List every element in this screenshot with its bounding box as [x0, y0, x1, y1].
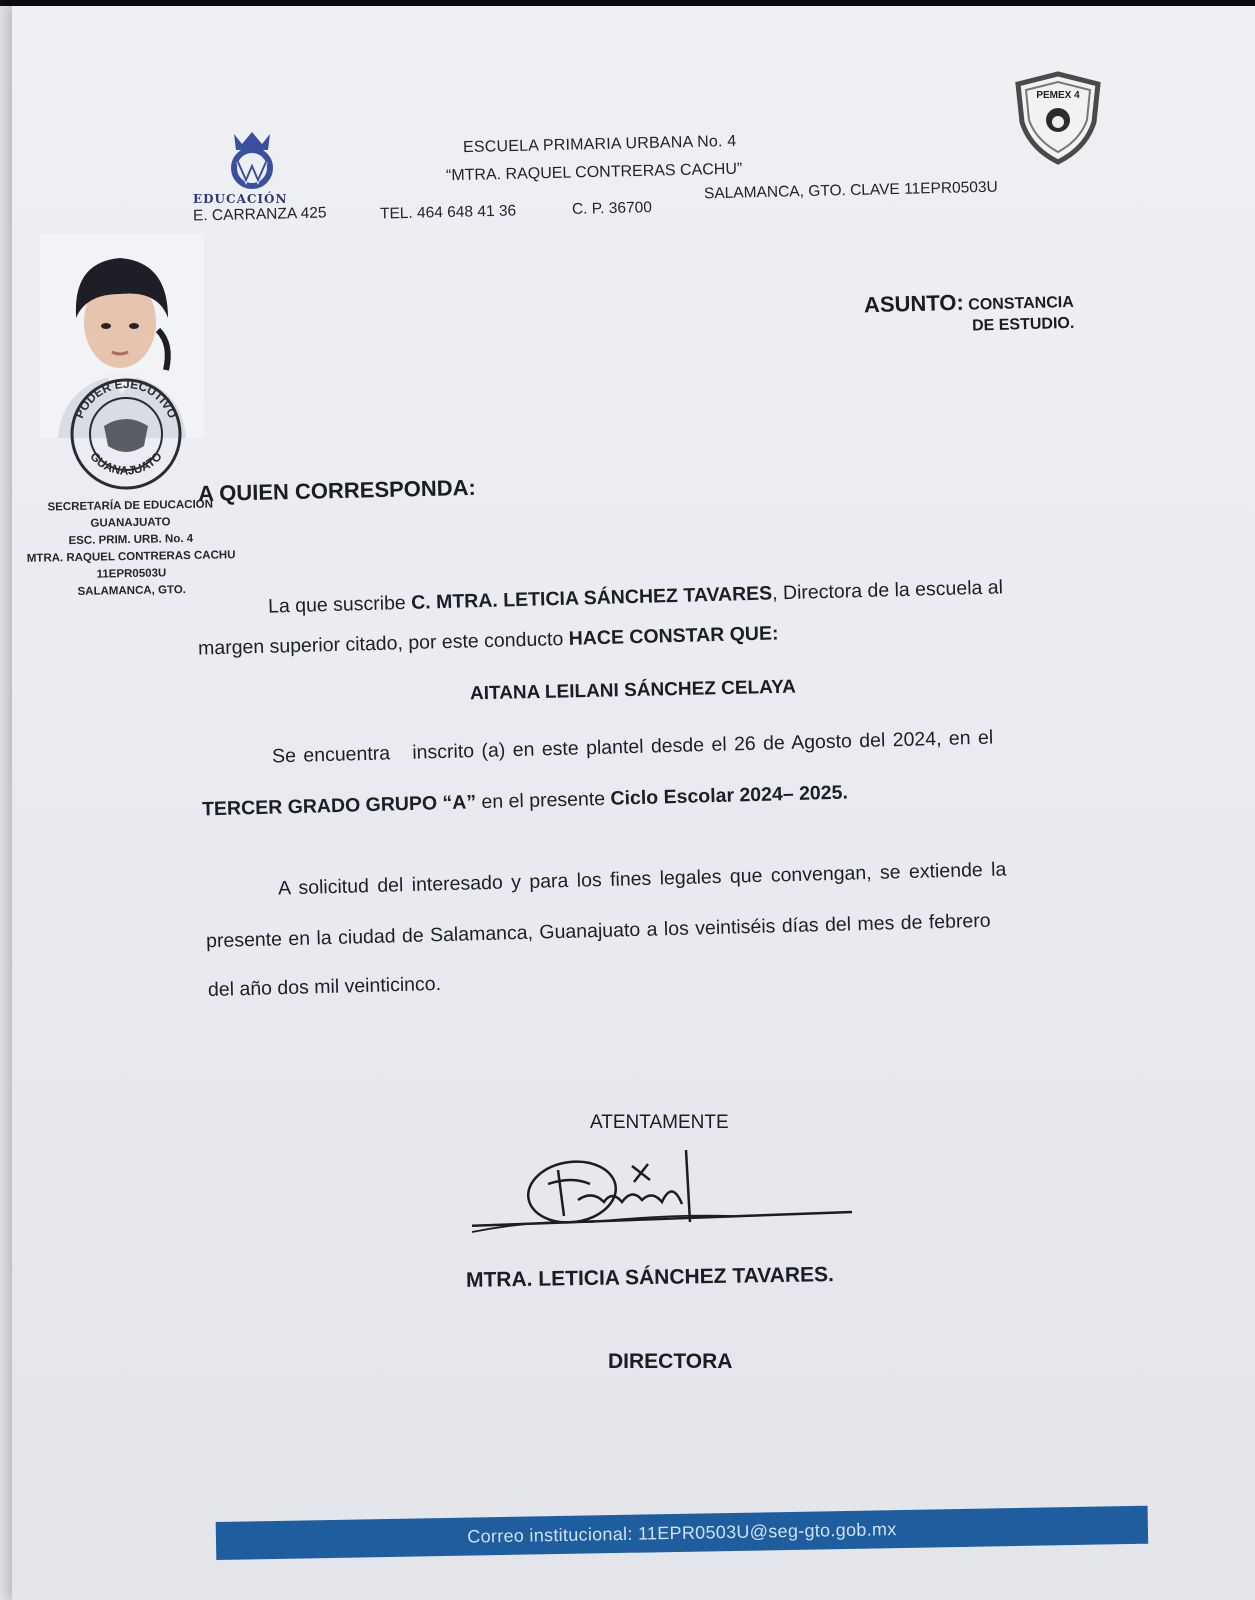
- svg-text:GUANAJUATO: [87, 449, 164, 477]
- closing-salutation: ATENTAMENTE: [590, 1112, 729, 1133]
- education-logo-icon: [212, 128, 292, 198]
- body-text: margen superior citado, por este conducto: [197, 627, 569, 660]
- seal-ring-bottom: GUANAJUATO: [87, 449, 165, 478]
- student-name: AITANA LEILANI SÁNCHEZ CELAYA: [469, 676, 797, 705]
- subject-value-line2: DE ESTUDIO.: [971, 314, 1075, 335]
- school-name: “MTRA. RAQUEL CONTRERAS CACHU”: [445, 160, 743, 185]
- school-address: E. CARRANZA 425: [192, 204, 327, 225]
- seal-line: GUANAJUATO: [90, 516, 171, 530]
- body-line: presente en la ciudad de Salamanca, Guanajuato a los veintiséis días del mes de febrero: [205, 909, 991, 953]
- seal-line: MTRA. RAQUEL CONTRERAS CACHU: [26, 549, 236, 565]
- body-text: La que suscribe: [267, 591, 412, 618]
- body-line: Se encuentra inscrito (a) en este plantel desde el 26 de Agosto del 2024, en el: [271, 726, 994, 768]
- badge-label: PEMEX 4: [1036, 90, 1080, 101]
- greeting: A QUIEN CORRESPONDA:: [197, 474, 477, 507]
- seal-line: SALAMANCA, GTO.: [77, 584, 187, 598]
- school-phone: TEL. 464 648 41 36: [379, 202, 517, 223]
- seal-ring-top: PODER EJECUTIVO: [72, 376, 180, 421]
- signer-name: MTRA. LETICIA SÁNCHEZ TAVARES.: [465, 1263, 835, 1292]
- signer-title: DIRECTORA: [608, 1350, 733, 1373]
- school-year: Ciclo Escolar 2024– 2025.: [610, 781, 849, 810]
- seal-line: ESC. PRIM. URB. No. 4: [68, 532, 194, 548]
- body-text: en el presente: [475, 787, 611, 814]
- seal-line: SECRETARÍA DE EDUCACIÓN: [47, 498, 214, 514]
- subject-value-line1: CONSTANCIA: [968, 293, 1074, 314]
- city-and-key: SALAMANCA, GTO. CLAVE 11EPR0503U: [703, 178, 998, 203]
- school-type: ESCUELA PRIMARIA URBANA No. 4: [462, 132, 737, 157]
- handwritten-signature-icon: [472, 1150, 872, 1250]
- director-name-inline: C. MTRA. LETICIA SÁNCHEZ TAVARES: [410, 582, 773, 614]
- subject-block: [833, 287, 1074, 339]
- body-text: , Directora de la escuela al: [771, 576, 1004, 605]
- official-seal-icon: [60, 376, 192, 494]
- institutional-email: Correo institucional: 11EPR0503U@seg-gto.gob.mx: [467, 1518, 897, 1547]
- certify-phrase: HACE CONSTAR QUE:: [568, 622, 779, 650]
- school-badge-icon: [1012, 70, 1104, 166]
- body-line: A solicitud del interesado y para los fines legales que convengan, se extiende la: [277, 858, 1007, 900]
- body-line: del año dos mil veinticinco.: [207, 972, 442, 1002]
- subject-label: ASUNTO:: [863, 289, 965, 318]
- postal-code: C. P. 36700: [571, 199, 653, 218]
- seal-text: [15, 496, 247, 602]
- grade-group: TERCER GRADO GRUPO “A”: [201, 791, 477, 821]
- logo-caption: EDUCACIÓN: [193, 192, 288, 206]
- seal-line: 11EPR0503U: [96, 567, 167, 581]
